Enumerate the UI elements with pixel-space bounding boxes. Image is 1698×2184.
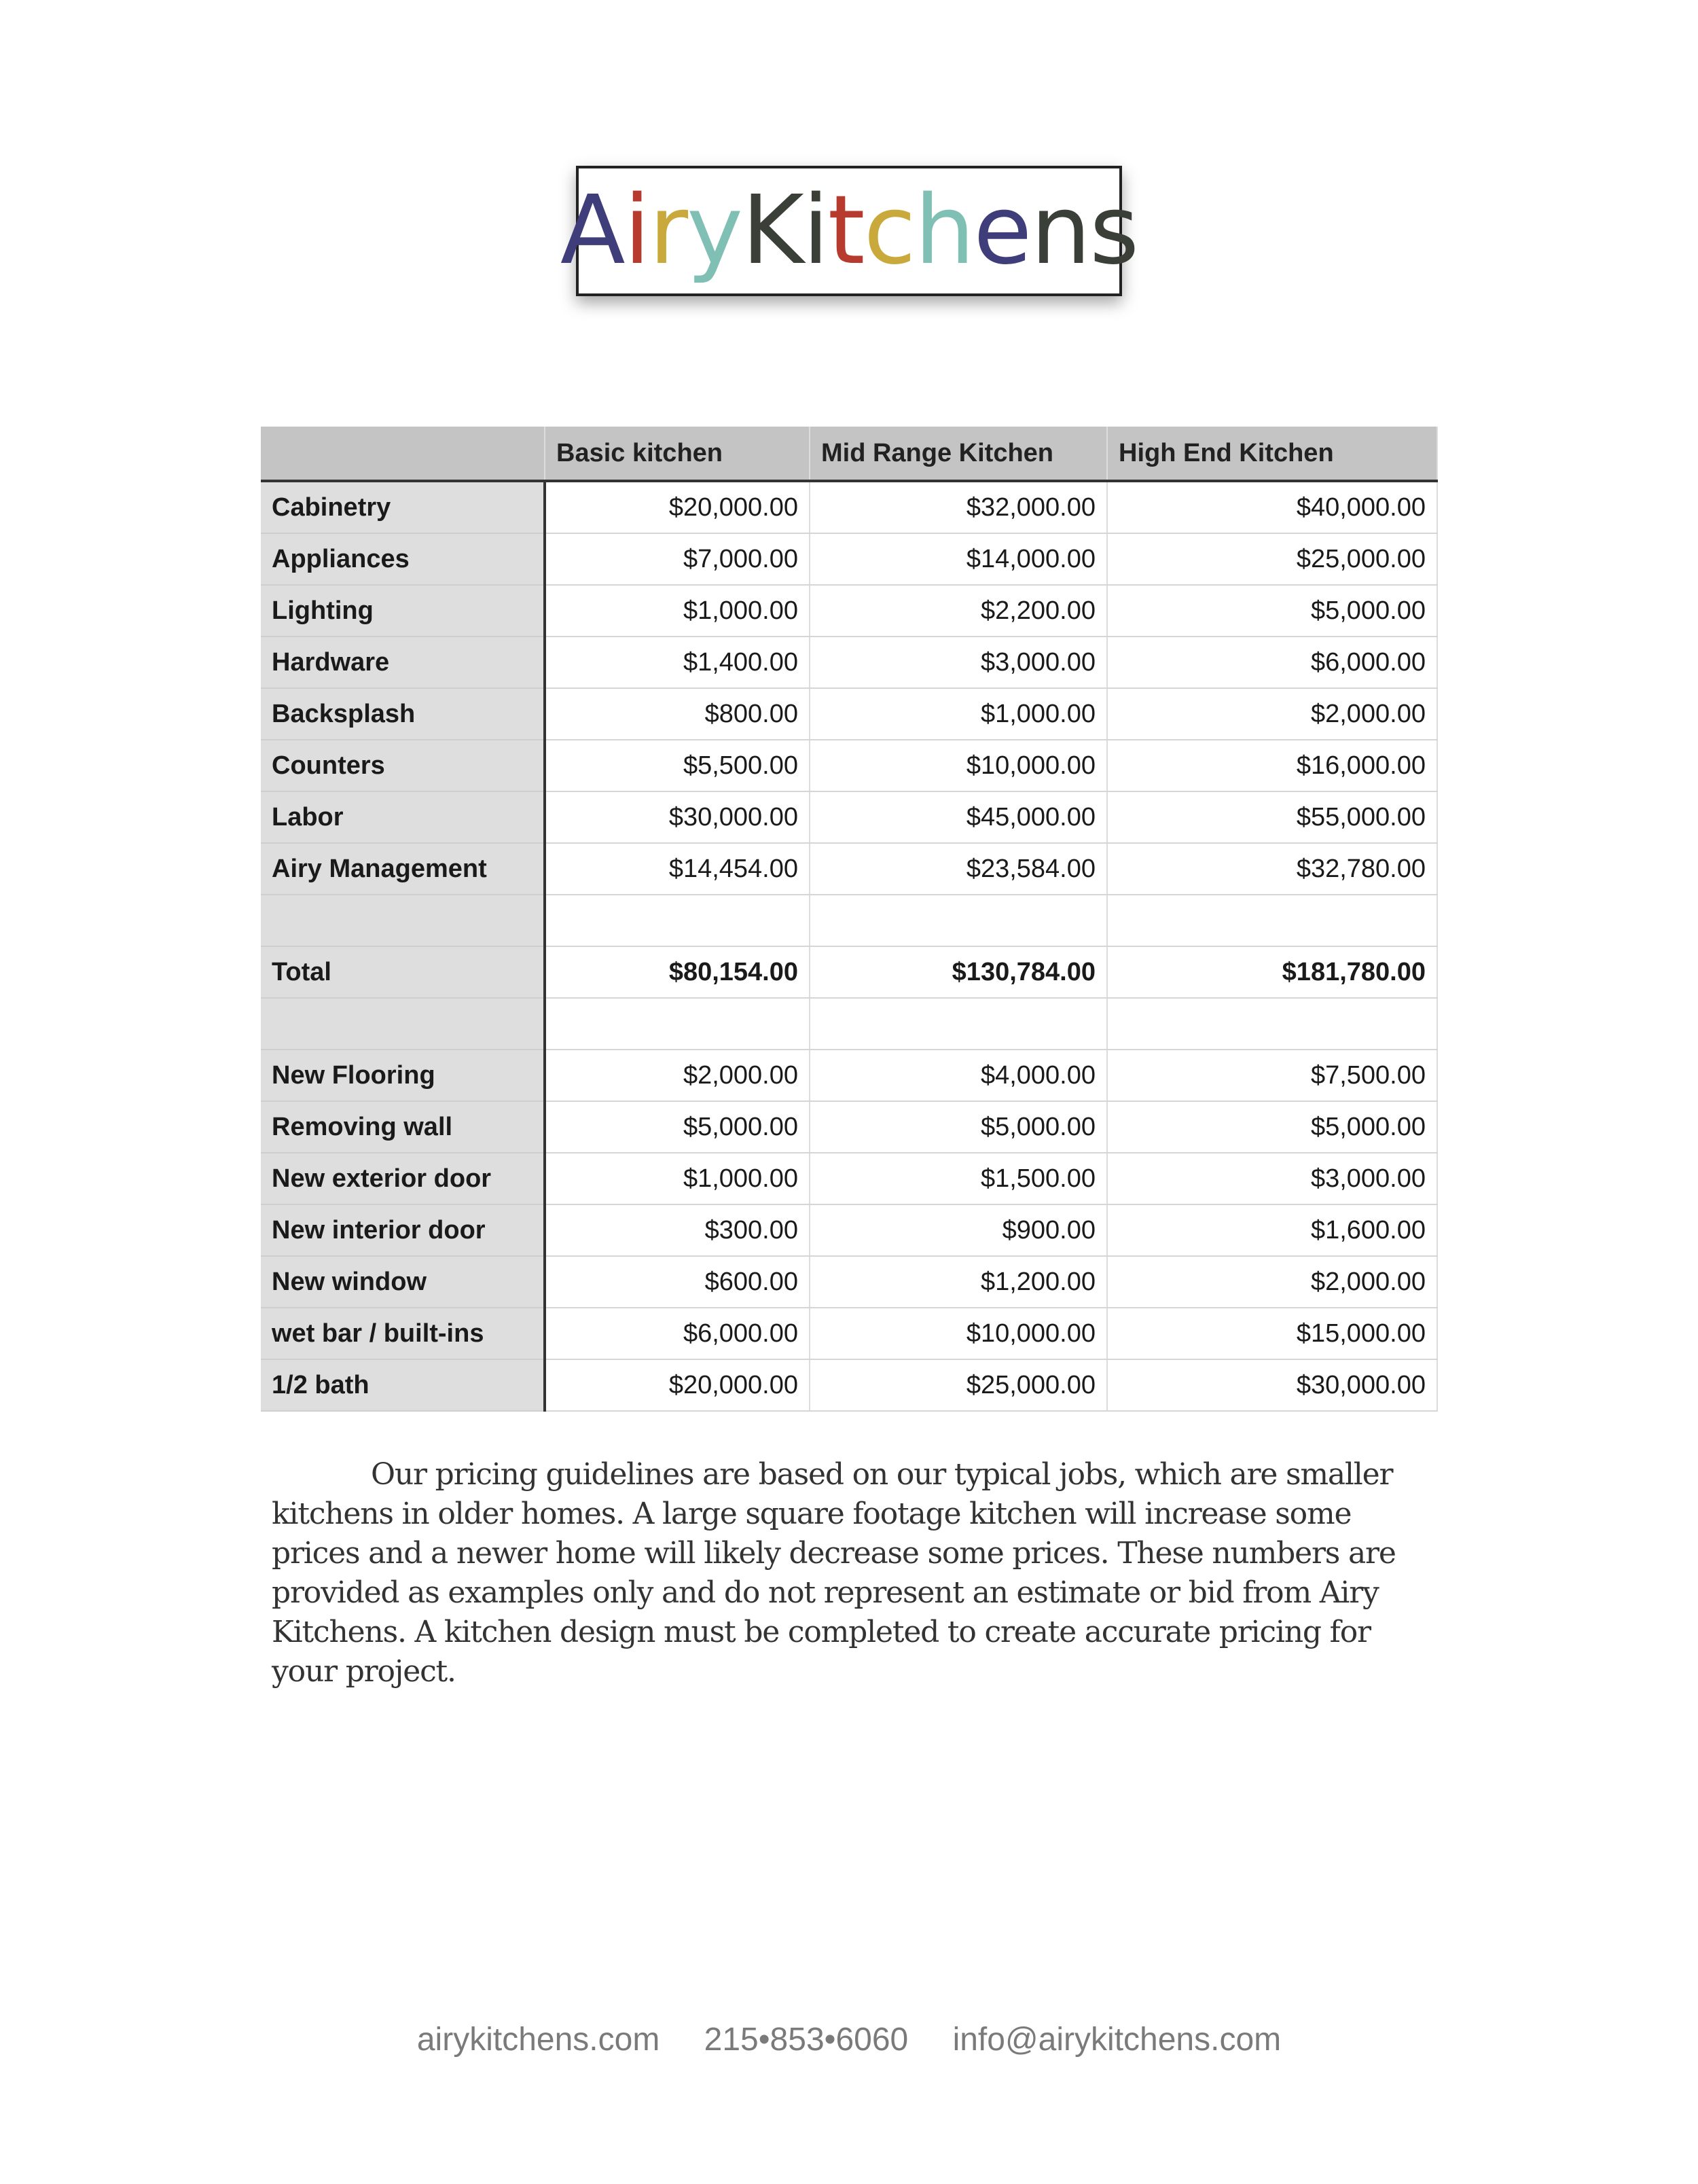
price-cell: $1,400.00 — [545, 637, 810, 688]
price-cell: $55,000.00 — [1107, 791, 1437, 843]
logo-letter: i — [802, 175, 828, 286]
table-row — [261, 585, 1437, 637]
row-label: Cabinetry — [261, 481, 545, 533]
row-label: Hardware — [261, 637, 545, 688]
table-row — [261, 1204, 1437, 1256]
price-cell: $30,000.00 — [545, 791, 810, 843]
table-row — [261, 481, 1437, 533]
price-cell: $30,000.00 — [1107, 1359, 1437, 1411]
table-row — [261, 637, 1437, 688]
price-cell: $25,000.00 — [810, 1359, 1107, 1411]
price-cell: $1,000.00 — [545, 1153, 810, 1204]
table-row — [261, 688, 1437, 740]
logo-letter: e — [973, 175, 1031, 286]
total-row — [261, 946, 1437, 998]
price-cell: $16,000.00 — [1107, 740, 1437, 791]
logo-letter: c — [863, 175, 915, 286]
price-cell: $7,000.00 — [545, 533, 810, 585]
column-header: Basic kitchen — [545, 427, 810, 481]
row-label: Lighting — [261, 585, 545, 637]
row-label: New Flooring — [261, 1050, 545, 1101]
price-cell: $32,000.00 — [810, 481, 1107, 533]
price-cell: $6,000.00 — [1107, 637, 1437, 688]
table-row — [261, 1256, 1437, 1308]
price-cell: $1,000.00 — [810, 688, 1107, 740]
table-row — [261, 740, 1437, 791]
price-cell: $300.00 — [545, 1204, 810, 1256]
footer-phone[interactable]: 215•853•6060 — [704, 2022, 909, 2058]
price-cell: $5,500.00 — [545, 740, 810, 791]
price-cell: $7,500.00 — [1107, 1050, 1437, 1101]
table-row — [261, 843, 1437, 895]
price-cell: $3,000.00 — [810, 637, 1107, 688]
price-cell: $5,000.00 — [545, 1101, 810, 1153]
logo-letter: i — [624, 175, 649, 286]
logo-letter: r — [649, 175, 687, 286]
price-cell: $5,000.00 — [1107, 1101, 1437, 1153]
row-label: Backsplash — [261, 688, 545, 740]
price-cell: $14,454.00 — [545, 843, 810, 895]
price-cell: $5,000.00 — [810, 1101, 1107, 1153]
price-cell: $2,000.00 — [1107, 1256, 1437, 1308]
price-cell: $1,600.00 — [1107, 1204, 1437, 1256]
price-cell: $45,000.00 — [810, 791, 1107, 843]
price-cell: $40,000.00 — [1107, 481, 1437, 533]
price-cell: $5,000.00 — [1107, 585, 1437, 637]
price-cell: $25,000.00 — [1107, 533, 1437, 585]
row-label: New exterior door — [261, 1153, 545, 1204]
table-row — [261, 1153, 1437, 1204]
price-cell: $32,780.00 — [1107, 843, 1437, 895]
row-label: Labor — [261, 791, 545, 843]
price-cell — [545, 895, 810, 946]
footer-contact — [0, 2021, 1698, 2058]
row-label — [261, 998, 545, 1050]
row-label: Total — [261, 946, 545, 998]
price-cell: $4,000.00 — [810, 1050, 1107, 1101]
price-cell: $14,000.00 — [810, 533, 1107, 585]
row-label: Appliances — [261, 533, 545, 585]
row-label: 1/2 bath — [261, 1359, 545, 1411]
logo-letter: y — [687, 175, 742, 286]
price-cell: $181,780.00 — [1107, 946, 1437, 998]
price-cell — [1107, 895, 1437, 946]
row-label: Airy Management — [261, 843, 545, 895]
footer-website[interactable]: airykitchens.com — [416, 2022, 660, 2058]
price-cell: $10,000.00 — [810, 1308, 1107, 1359]
company-logo — [560, 166, 1138, 296]
row-label: wet bar / built-ins — [261, 1308, 545, 1359]
row-label — [261, 895, 545, 946]
price-cell: $3,000.00 — [1107, 1153, 1437, 1204]
logo-letter: n — [1030, 175, 1090, 286]
price-cell: $20,000.00 — [545, 481, 810, 533]
price-cell: $1,000.00 — [545, 585, 810, 637]
table-row — [261, 895, 1437, 946]
price-cell: $15,000.00 — [1107, 1308, 1437, 1359]
column-header: High End Kitchen — [1107, 427, 1437, 481]
price-cell: $900.00 — [810, 1204, 1107, 1256]
row-label: New interior door — [261, 1204, 545, 1256]
pricing-note: Our pricing guidelines are based on our typical jobs, which are smaller kitchens in older homes. A large square footage kitchen will increase some prices and a newer home will likely decrease some prices. These numbers are provided as examples only and do not represent an estimate or bid from Airy Kitchens. A kitchen design must be completed to create accurate pricing for your project. — [272, 1457, 1396, 1689]
price-cell: $20,000.00 — [545, 1359, 810, 1411]
column-header — [261, 427, 545, 481]
table-header-row — [261, 427, 1437, 481]
row-label: New window — [261, 1256, 545, 1308]
logo-letter: s — [1089, 175, 1138, 286]
row-label: Removing wall — [261, 1101, 545, 1153]
table-row — [261, 1359, 1437, 1411]
price-cell: $80,154.00 — [545, 946, 810, 998]
logo-letter: t — [827, 175, 864, 286]
price-cell: $2,200.00 — [810, 585, 1107, 637]
price-cell: $10,000.00 — [810, 740, 1107, 791]
price-cell: $1,500.00 — [810, 1153, 1107, 1204]
price-cell: $130,784.00 — [810, 946, 1107, 998]
table-row — [261, 533, 1437, 585]
price-cell — [545, 998, 810, 1050]
price-cell — [810, 895, 1107, 946]
table-row — [261, 791, 1437, 843]
price-cell: $600.00 — [545, 1256, 810, 1308]
footer-email[interactable]: info@airykitchens.com — [952, 2022, 1282, 2058]
row-label: Counters — [261, 740, 545, 791]
price-cell — [810, 998, 1107, 1050]
price-cell: $23,584.00 — [810, 843, 1107, 895]
table-row — [261, 1050, 1437, 1101]
price-cell: $6,000.00 — [545, 1308, 810, 1359]
logo-letter: h — [914, 175, 974, 286]
column-header: Mid Range Kitchen — [810, 427, 1107, 481]
logo-letter: A — [560, 175, 624, 286]
table-row — [261, 1101, 1437, 1153]
price-cell: $800.00 — [545, 688, 810, 740]
price-cell: $1,200.00 — [810, 1256, 1107, 1308]
price-cell — [1107, 998, 1437, 1050]
price-cell: $2,000.00 — [1107, 688, 1437, 740]
logo-letter: K — [741, 175, 803, 286]
pricing-table — [261, 427, 1438, 1412]
table-row — [261, 1308, 1437, 1359]
price-cell: $2,000.00 — [545, 1050, 810, 1101]
table-row — [261, 998, 1437, 1050]
